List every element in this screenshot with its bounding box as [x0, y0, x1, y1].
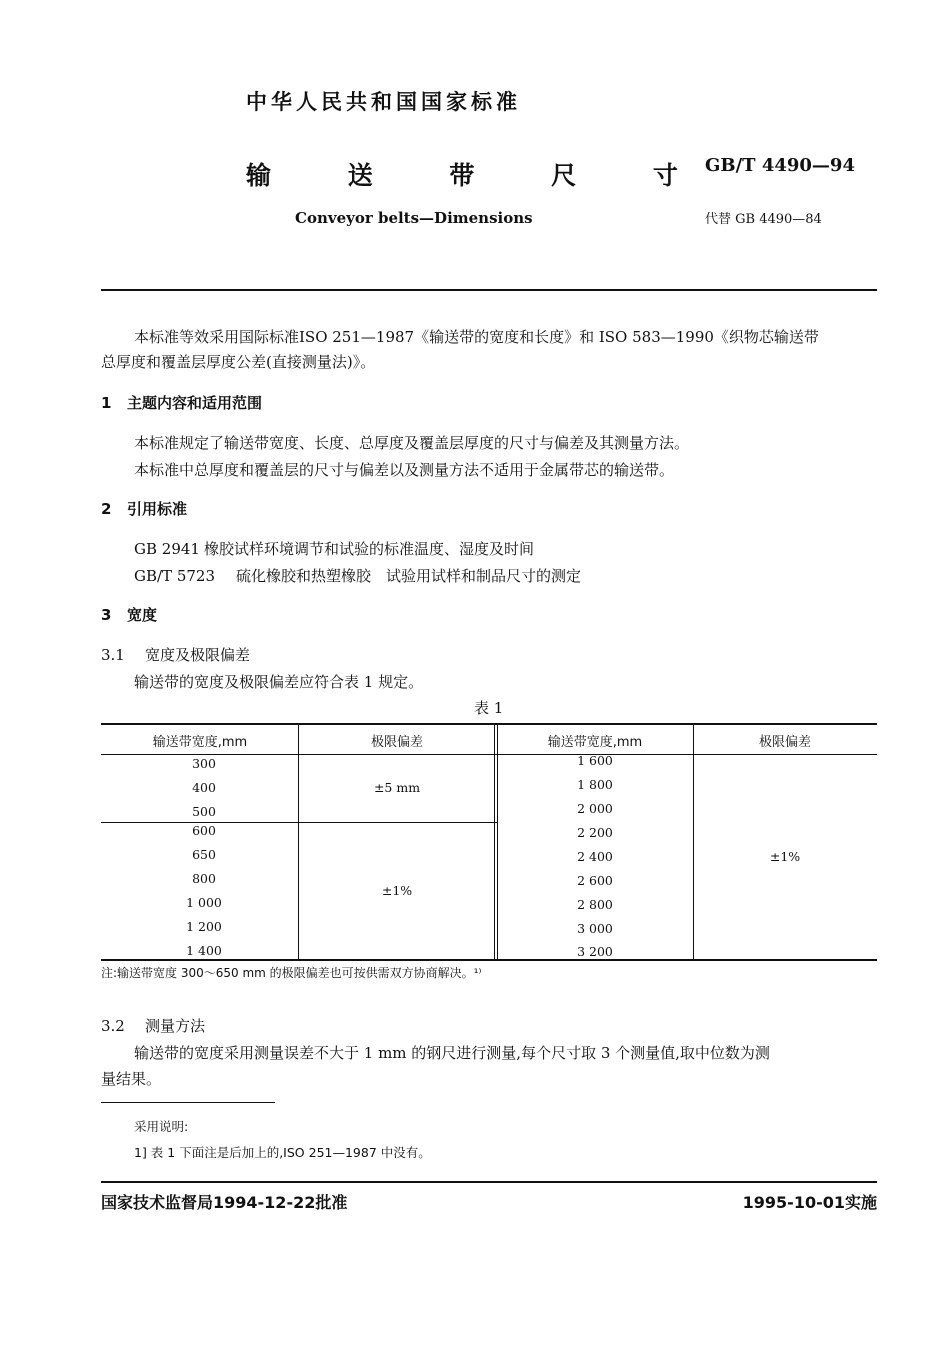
- table-header-tolerance-left: 极限偏差: [370, 735, 424, 750]
- table-cell-width: 300: [192, 756, 216, 771]
- table-cell-width: 400: [192, 780, 216, 795]
- intro-line-1: 本标准等效采用国际标准ISO 251—1987《输送带的宽度和长度》和 ISO 583—1990《织物芯输送带: [134, 328, 819, 346]
- table-cell-width: 2 200: [577, 825, 613, 840]
- reference-1-code: GB 2941: [134, 540, 200, 558]
- document-title: 输 送 带 尺 寸: [246, 161, 712, 190]
- table-cell-width: 1 600: [577, 753, 613, 768]
- table-col-divider-1: [298, 723, 299, 960]
- section-1-number: 1: [101, 394, 112, 412]
- table-cell-width: 3 200: [577, 944, 613, 959]
- table-cell-width: 2 800: [577, 897, 613, 912]
- section-3-1-heading: [101, 644, 250, 665]
- section-1-paragraph-1: 本标准规定了输送带宽度、长度、总厚度及覆盖层厚度的尺寸与偏差及其测量方法。: [134, 434, 690, 452]
- table-double-rule-a: [494, 723, 495, 960]
- width-tolerance-table: [101, 723, 877, 960]
- national-standard-heading: 中华人民共和国国家标准: [246, 90, 521, 114]
- section-3-2-heading: [101, 1015, 205, 1036]
- section-3-1-text: 输送带的宽度及极限偏差应符合表 1 规定。: [134, 673, 424, 691]
- footnote-text: 1] 表 1 下面注是后加上的,ISO 251—1987 中没有。: [134, 1145, 431, 1160]
- section-1-paragraph-2: 本标准中总厚度和覆盖层的尺寸与偏差以及测量方法不适用于金属带芯的输送带。: [134, 461, 675, 479]
- table-cell-width: 1 400: [186, 943, 222, 958]
- section-2-number: 2: [101, 500, 112, 518]
- table-cell-width: 500: [192, 804, 216, 819]
- table-cell-width: 2 400: [577, 849, 613, 864]
- table-group-divider: [101, 822, 497, 823]
- table-double-rule-b: [497, 723, 498, 960]
- section-1-heading: [101, 392, 262, 413]
- section-2-heading: [101, 498, 187, 519]
- replaces-standard: 代替 GB 4490—84: [705, 212, 822, 227]
- section-2-title: 引用标准: [127, 500, 188, 518]
- reference-2-title: 硫化橡胶和热塑橡胶 试验用试样和制品尺寸的测定: [236, 567, 582, 585]
- table-cell-tolerance: ±5 mm: [373, 780, 421, 795]
- standard-number: GB/T 4490—94: [705, 155, 855, 176]
- table-cell-width: 600: [192, 823, 216, 838]
- section-3-heading: [101, 604, 157, 625]
- section-3-1-number: 3.1: [101, 646, 125, 664]
- section-3-2-text-1: 输送带的宽度采用测量误差不大于 1 mm 的钢尺进行测量,每个尺寸取 3 个测量值,取中位数为测: [134, 1044, 770, 1062]
- footer-divider: [101, 1181, 877, 1183]
- section-3-title: 宽度: [127, 606, 158, 624]
- reference-2-code: GB/T 5723: [134, 567, 216, 585]
- document-title-english: Conveyor belts—Dimensions: [295, 209, 533, 227]
- table-header-tolerance-right: 极限偏差: [758, 735, 812, 750]
- footnote-divider: [101, 1102, 275, 1103]
- section-3-1-title: 宽度及极限偏差: [145, 646, 251, 664]
- table-cell-width: 800: [192, 871, 216, 886]
- section-1-title: 主题内容和适用范围: [127, 394, 263, 412]
- table-col-divider-3: [693, 723, 694, 960]
- table-header-width-right: 输送带宽度,mm: [547, 735, 643, 750]
- table-cell-width: 3 000: [577, 921, 613, 936]
- table-cell-width: 2 600: [577, 873, 613, 888]
- table-top-rule: [101, 723, 877, 725]
- table-bottom-rule: [101, 959, 877, 961]
- table-cell-width: 650: [192, 847, 216, 862]
- table-header-rule: [101, 754, 877, 755]
- table-cell-width: 1 000: [186, 895, 222, 910]
- intro-line-2: 总厚度和覆盖层厚度公差(直接测量法)》。: [101, 353, 376, 371]
- section-3-2-text-2: 量结果。: [101, 1070, 162, 1088]
- table-header-width-left: 输送带宽度,mm: [152, 735, 248, 750]
- section-3-2-number: 3.2: [101, 1017, 125, 1035]
- header-divider: [101, 289, 877, 291]
- section-3-number: 3: [101, 606, 112, 624]
- approval-line: 国家技术监督局1994-12-22批准: [101, 1193, 348, 1212]
- table-cell-tolerance: ±1%: [769, 849, 801, 864]
- table-cell-width: 1 200: [186, 919, 222, 934]
- table-caption: 表 1: [474, 699, 504, 717]
- table-cell-tolerance: ±1%: [381, 883, 413, 898]
- reference-1-title: 橡胶试样环境调节和试验的标准温度、湿度及时间: [204, 540, 535, 558]
- section-3-2-title: 测量方法: [145, 1017, 206, 1035]
- table-cell-width: 1 800: [577, 777, 613, 792]
- effective-date: 1995-10-01实施: [742, 1193, 877, 1212]
- table-cell-width: 2 000: [577, 801, 613, 816]
- table-note: 注:输送带宽度 300～650 mm 的极限偏差也可按供需双方协商解决。¹⁾: [101, 966, 482, 980]
- reference-1: [134, 537, 534, 561]
- reference-2: [134, 564, 581, 588]
- footnote-title: 采用说明:: [134, 1119, 189, 1134]
